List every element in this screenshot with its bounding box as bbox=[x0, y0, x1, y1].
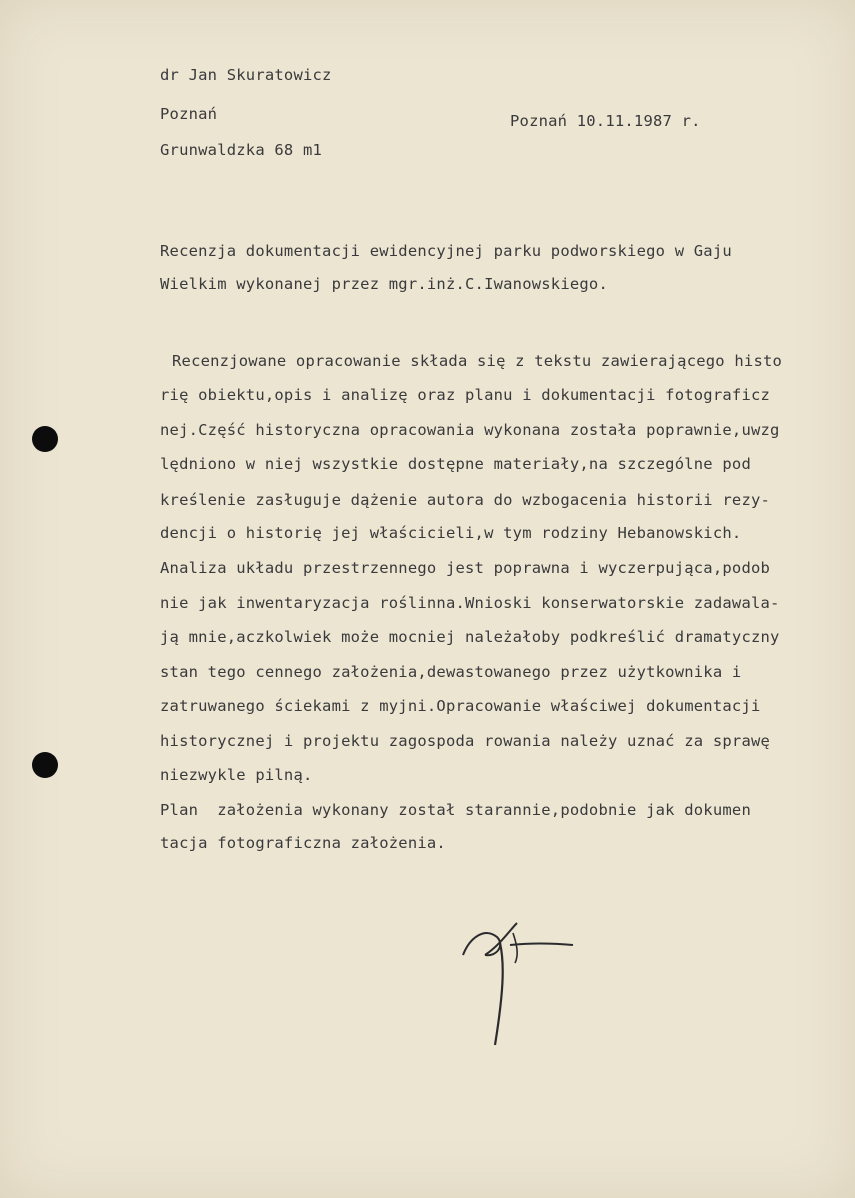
body-line-7: Analiza układu przestrzennego jest poprawna i wyczerpująca,podob bbox=[160, 559, 771, 577]
punch-hole-bottom bbox=[32, 752, 58, 778]
body-line-13: niezwykle pilną. bbox=[160, 766, 313, 784]
body-line-1: Recenzjowane opracowanie składa się z tekstu zawierającego histo bbox=[172, 352, 783, 370]
sender-city: Poznań bbox=[160, 105, 218, 123]
body-line-6: dencji o historię jej właścicieli,w tym rodziny Hebanowskich. bbox=[160, 524, 742, 542]
body-line-9: ją mnie,aczkolwiek może mocniej należałoby podkreślić dramatyczny bbox=[160, 628, 780, 646]
handwritten-signature-icon bbox=[455, 915, 575, 1055]
body-line-4: lędniono w niej wszystkie dostępne materiały,na szczególne pod bbox=[160, 455, 751, 473]
subject-line-2: Wielkim wykonanej przez mgr.inż.C.Iwanowskiego. bbox=[160, 275, 608, 293]
subject-line-1: Recenzja dokumentacji ewidencyjnej parku podworskiego w Gaju bbox=[160, 242, 732, 260]
sender-street: Grunwaldzka 68 m1 bbox=[160, 141, 323, 159]
body-line-8: nie jak inwentaryzacja roślinna.Wnioski konserwatorskie zadawala- bbox=[160, 594, 780, 612]
body-line-10: stan tego cennego założenia,dewastowanego przez użytkownika i bbox=[160, 663, 742, 681]
sender-name: dr Jan Skuratowicz bbox=[160, 66, 332, 84]
body-line-12: historycznej i projektu zagospoda rowania należy uznać za sprawę bbox=[160, 732, 771, 750]
body-line-15: tacja fotograficzna założenia. bbox=[160, 834, 446, 852]
place-date: Poznań 10.11.1987 r. bbox=[510, 112, 701, 130]
body-line-2: rię obiektu,opis i analizę oraz planu i dokumentacji fotograficz bbox=[160, 386, 771, 404]
body-line-3: nej.Część historyczna opracowania wykonana została poprawnie,uwzg bbox=[160, 421, 780, 439]
body-line-5: kreślenie zasługuje dążenie autora do wzbogacenia historii rezy- bbox=[160, 491, 771, 509]
body-line-11: zatruwanego ściekami z myjni.Opracowanie właściwej dokumentacji bbox=[160, 697, 761, 715]
body-line-14: Plan założenia wykonany został starannie,podobnie jak dokumen bbox=[160, 801, 751, 819]
punch-hole-top bbox=[32, 426, 58, 452]
